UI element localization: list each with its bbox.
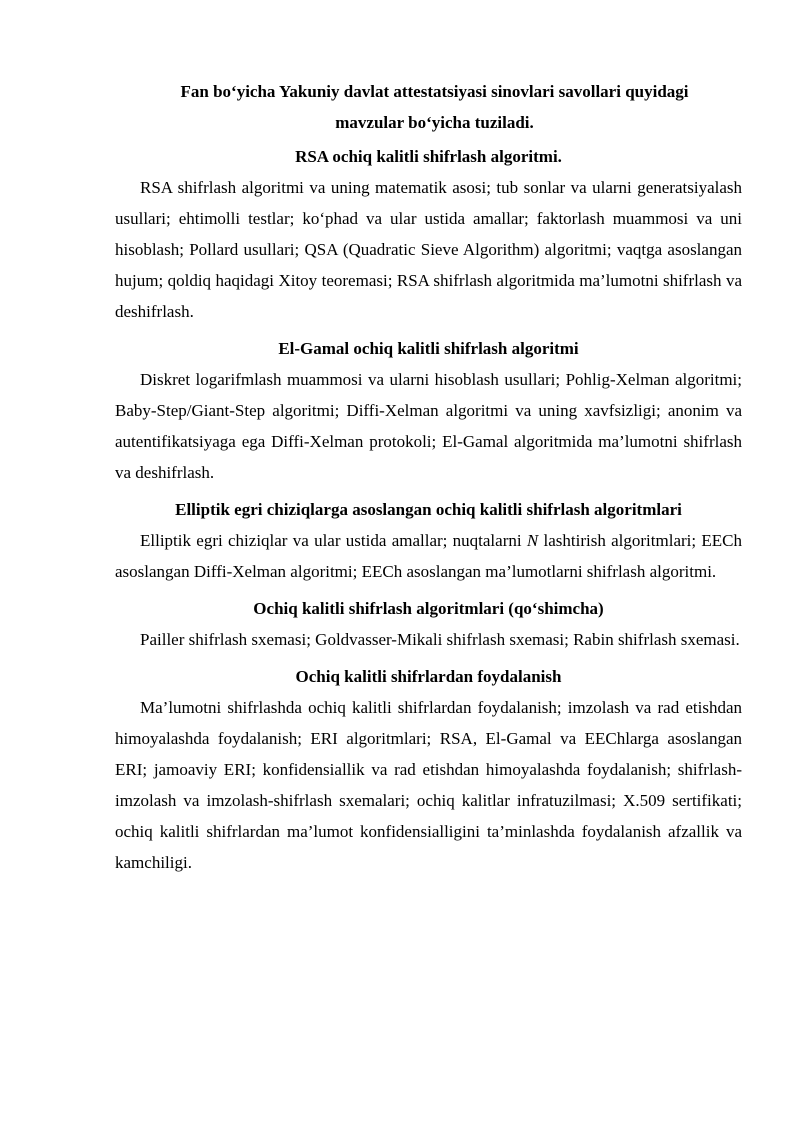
section-heading: Elliptik egri chiziqlarga asoslangan ochiq kalitli shifrlash algoritmlari: [175, 500, 682, 519]
section-body: [115, 525, 742, 587]
body-text-part: lashtirish algoritmlari; EECh asoslangan Diffi-Xelman algoritmi; EECh asoslangan ma’lumotlarni shifrlash algoritmi.: [115, 531, 742, 581]
section-rsa: [115, 141, 742, 327]
section-el-gamal: [115, 333, 742, 488]
intro-line-2: mavzular bo‘yicha tuziladi.: [335, 113, 534, 132]
section-usage: [115, 661, 742, 878]
section-heading: Ochiq kalitli shifrlash algoritmlari (qo‘shimcha): [253, 599, 604, 618]
italic-variable: N: [526, 531, 539, 550]
section-body: RSA shifrlash algoritmi va uning matematik asosi; tub sonlar va ularni generatsiyalash usullari; ehtimolli testlar; ko‘phad va ular ustida amallar; faktorlash muammosi va uni hisoblash; Pollard usullari; QSA (Quadratic Sieve Algorithm) algoritmi; vaqtga asoslangan hujum; qoldiq haqidagi Xitoy teoremasi; RSA shifrlash algoritmida ma’lumotni shifrlash va deshifrlash.: [115, 178, 742, 321]
section-body: Pailler shifrlash sxemasi; Goldvasser-Mikali shifrlash sxemasi; Rabin shifrlash sxemasi.: [140, 630, 740, 649]
document-intro: [115, 76, 742, 138]
section-heading: RSA ochiq kalitli shifrlash algoritmi.: [295, 147, 562, 166]
document-page: [115, 76, 742, 884]
section-additional: [115, 593, 742, 655]
section-elliptic: [115, 494, 742, 587]
body-text-part: Elliptik egri chiziqlar va ular ustida amallar; nuqtalarni: [140, 531, 527, 550]
section-body: Diskret logarifmlash muammosi va ularni hisoblash usullari; Pohlig-Xelman algoritmi; Baby-Step/Giant-Step algoritmi; Diffi-Xelman algoritmi va uning xavfsizligi; anonim va autentifikatsiyaga ega Diffi-Xelman protokoli; El-Gamal algoritmida ma’lumotni shifrlash va deshifrlash.: [115, 370, 742, 482]
section-heading: Ochiq kalitli shifrlardan foydalanish: [295, 667, 562, 686]
intro-line-1: Fan bo‘yicha Yakuniy davlat attestatsiyasi sinovlari savollari quyidagi: [180, 82, 689, 101]
section-heading: El-Gamal ochiq kalitli shifrlash algoritmi: [278, 339, 579, 358]
section-body: Ma’lumotni shifrlashda ochiq kalitli shifrlardan foydalanish; imzolash va rad etishdan himoyalashda foydalanish; ERI algoritmlari; RSA, El-Gamal va EEChlarga asoslangan ERI; jamoaviy ERI; konfidensiallik va rad etishdan himoyalashda foydalanish; shifrlash-imzolash va imzolash-shifrlash sxemalari; ochiq kalitlar infratuzilmasi; X.509 sertifikati; ochiq kalitli shifrlardan ma’lumot konfidensialligini ta’minlashda foydalanish afzallik va kamchiligi.: [115, 698, 742, 872]
